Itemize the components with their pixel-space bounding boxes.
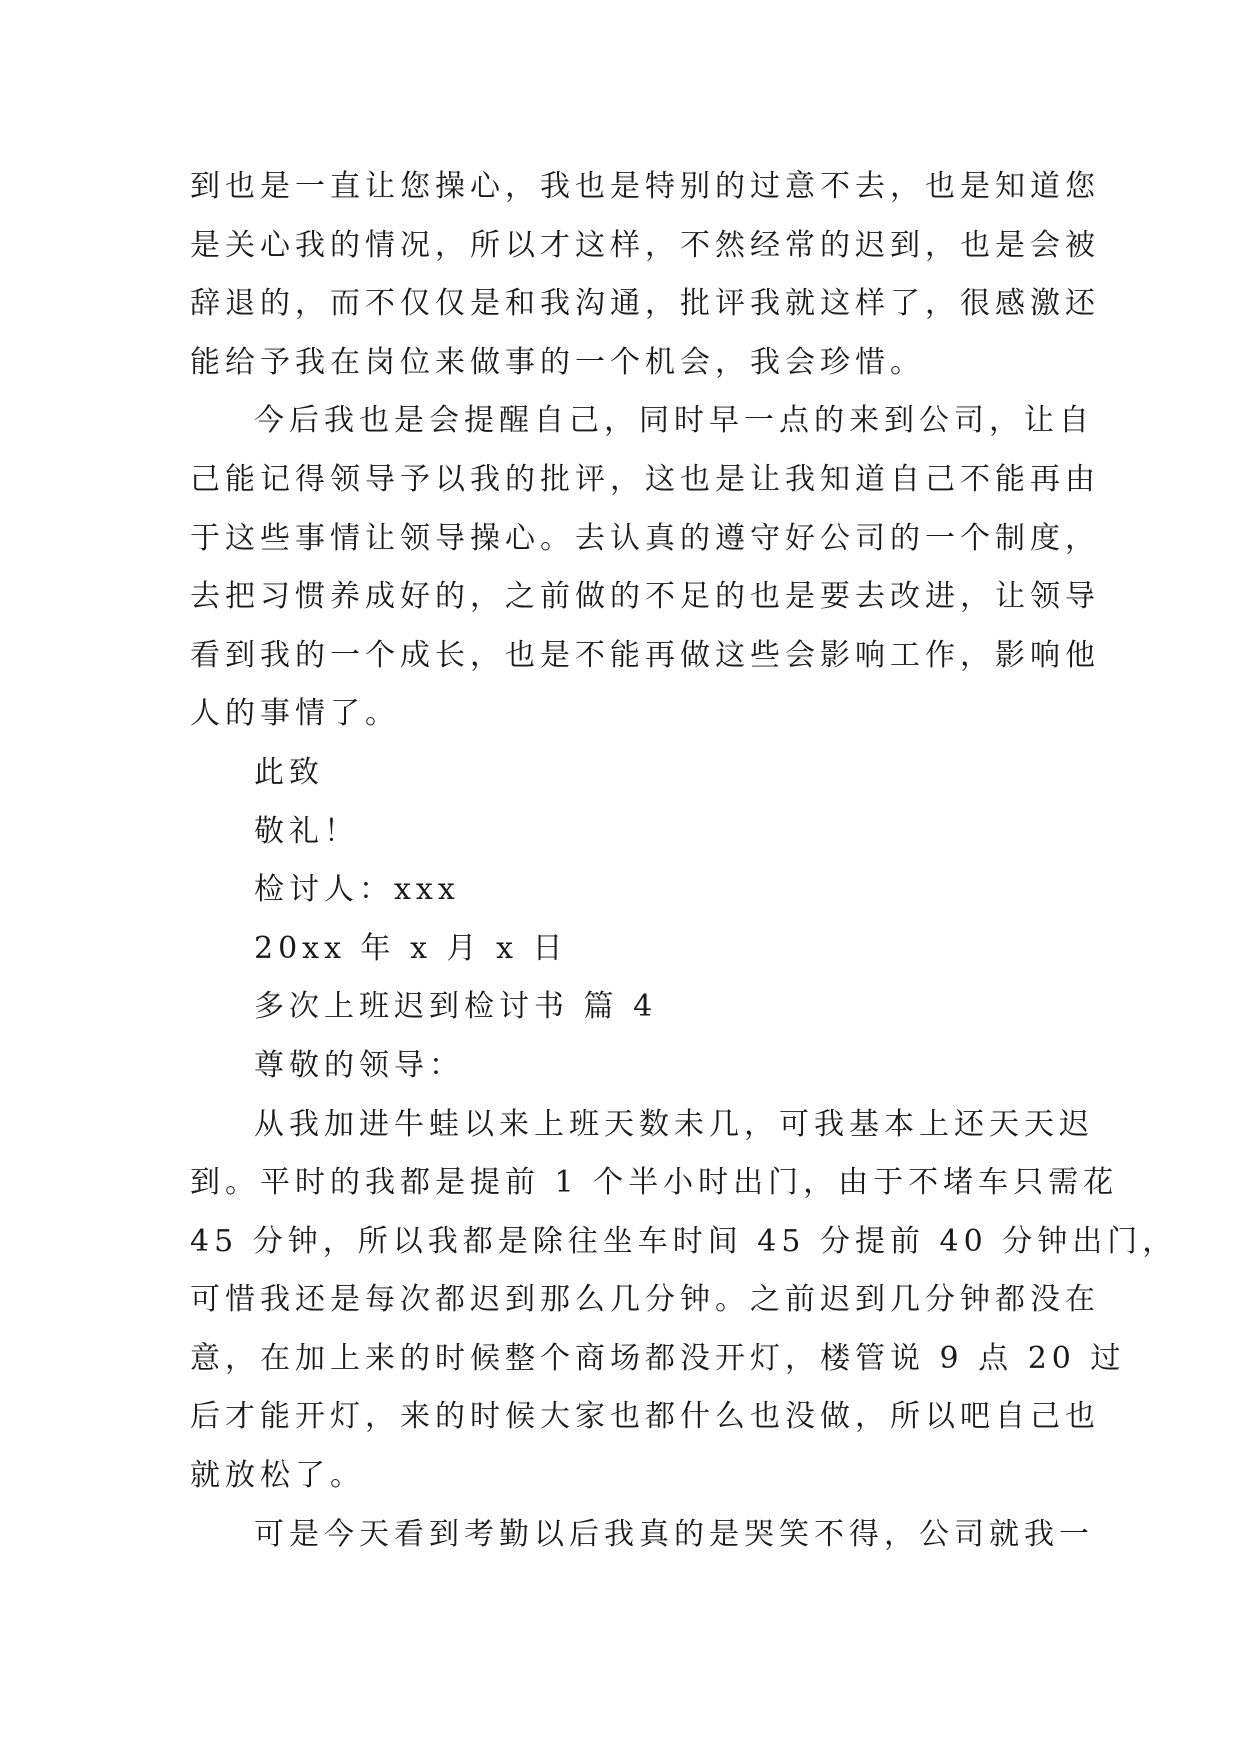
signature-line: 检讨人：xxx: [254, 872, 460, 908]
document-body: [190, 158, 1178, 1564]
text-line: 辞退的，而不仅仅是和我沟通，批评我就这样了，很感激还: [190, 286, 1100, 322]
text-line: 能给予我在岗位来做事的一个机会，我会珍惜。: [190, 344, 925, 380]
text-line: 意，在加上来的时候整个商场都没开灯，楼管说 9 点 20 过: [190, 1340, 1126, 1376]
greeting: 尊敬的领导：: [254, 1047, 464, 1083]
text-line: 到。平时的我都是提前 1 个半小时出门，由于不堵车只需花: [190, 1165, 1119, 1201]
date-line: 20xx 年 x 月 x 日: [254, 930, 568, 966]
text-line: 看到我的一个成长，也是不能再做这些会影响工作，影响他: [190, 637, 1100, 673]
text-line: 就放松了。: [190, 1458, 365, 1494]
text-line: 到也是一直让您操心，我也是特别的过意不去，也是知道您: [190, 169, 1100, 204]
text-line: 是关心我的情况，所以才这样，不然经常的迟到，也是会被: [190, 227, 1100, 263]
paragraph-start: 可是今天看到考勤以后我真的是哭笑不得，公司就我一: [254, 1516, 1094, 1552]
text-line: 45 分钟，所以我都是除往坐车时间 45 分提前 40 分钟出门，: [190, 1223, 1178, 1259]
text-line: 可惜我还是每次都迟到那么几分钟。之前迟到几分钟都没在: [190, 1282, 1100, 1318]
text-line: 于这些事情让领导操心。去认真的遵守好公司的一个制度，: [190, 520, 1100, 556]
text-line: 人的事情了。: [190, 696, 400, 732]
closing-salutation: 此致: [254, 754, 324, 790]
closing-regards: 敬礼！: [254, 813, 359, 849]
text-line: 后才能开灯，来的时候大家也都什么也没做，所以吧自己也: [190, 1399, 1100, 1435]
section-heading: 多次上班迟到检讨书 篇 4: [254, 989, 658, 1025]
text-line: 去把习惯养成好的，之前做的不足的也是要去改进，让领导: [190, 579, 1100, 615]
paragraph-start: 今后我也是会提醒自己，同时早一点的来到公司，让自: [254, 403, 1094, 439]
text-line: 己能记得领导予以我的批评，这也是让我知道自己不能再由: [190, 461, 1100, 497]
paragraph-start: 从我加进牛蛙以来上班天数未几，可我基本上还天天迟: [254, 1106, 1094, 1142]
